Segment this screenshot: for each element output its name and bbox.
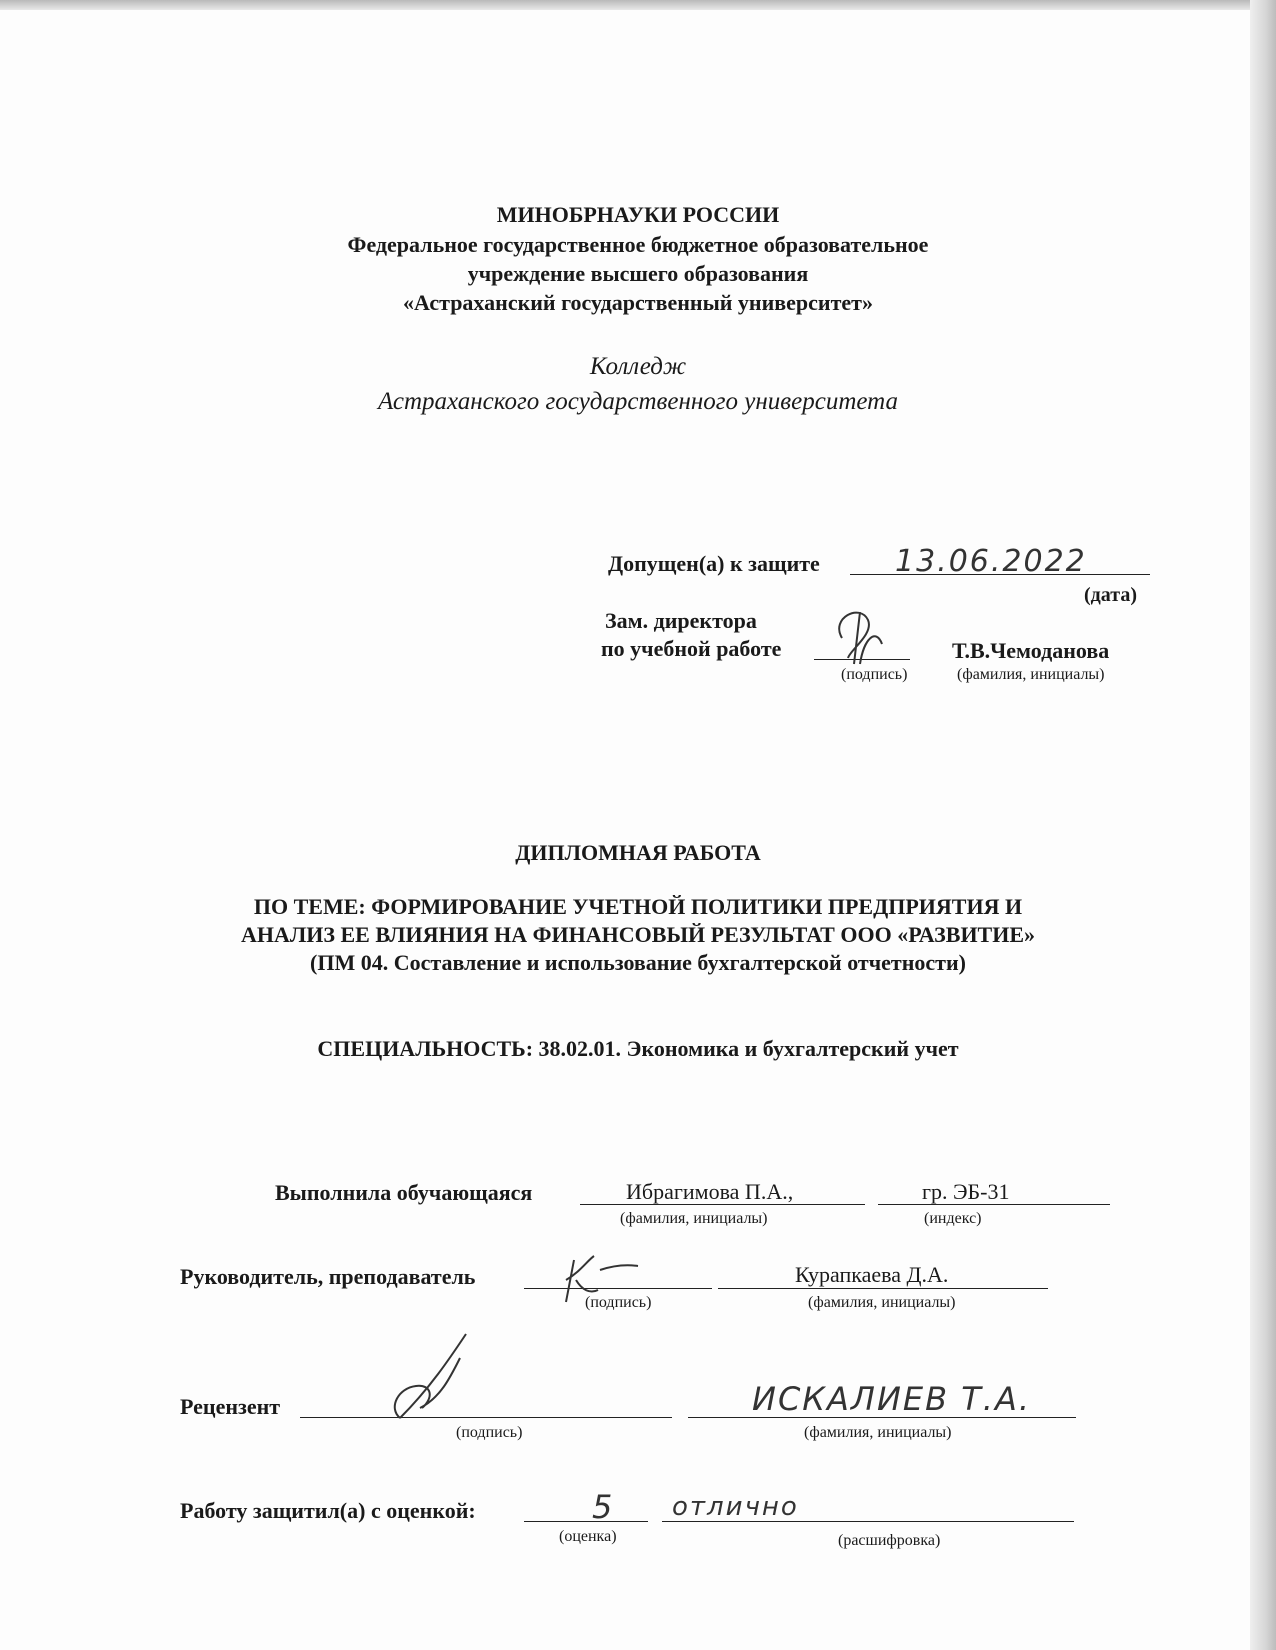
- admitted-label: Допущен(а) к защите: [608, 551, 820, 576]
- topic-line-3: (ПМ 04. Составление и использование бухгалтерской отчетности): [310, 950, 966, 975]
- supervisor-name-line: [718, 1288, 1048, 1289]
- supervisor-label: Руководитель, преподаватель: [180, 1264, 476, 1289]
- topic-line-2: АНАЛИЗ ЕЕ ВЛИЯНИЯ НА ФИНАНСОВЫЙ РЕЗУЛЬТАТ ООО «РАЗВИТИЕ»: [240, 922, 1036, 947]
- deputy-name: Т.В.Чемоданова: [952, 638, 1110, 663]
- specialty: СПЕЦИАЛЬНОСТЬ: 38.02.01. Экономика и бухгалтерский учет: [317, 1036, 959, 1061]
- grade-verbal-handwritten: отлично: [672, 1492, 799, 1522]
- reviewer-name-caption: (фамилия, инициалы): [804, 1424, 952, 1441]
- org-line-1: Федеральное государственное бюджетное образовательное: [347, 232, 929, 257]
- grade-verbal-caption: (расшифровка): [838, 1532, 941, 1549]
- topic-line-1: ПО ТЕМЕ: ФОРМИРОВАНИЕ УЧЕТНОЙ ПОЛИТИКИ ПРЕДПРИЯТИЯ И: [253, 894, 1023, 919]
- deputy-signature-caption: (подпись): [841, 666, 908, 683]
- deputy-name-caption: (фамилия, инициалы): [957, 666, 1105, 683]
- reviewer-name-handwritten: ИСКАЛИЕВ Т.А.: [752, 1380, 1032, 1418]
- reviewer-signature-image: [380, 1328, 480, 1428]
- grade-score-caption: (оценка): [559, 1528, 617, 1545]
- university-name: «Астраханский государственный университет»: [403, 290, 873, 315]
- date-caption: (дата): [1084, 584, 1137, 606]
- supervisor-name-caption: (фамилия, инициалы): [808, 1294, 956, 1311]
- grade-score-line: [524, 1521, 648, 1522]
- grade-label: Работу защитил(а) с оценкой:: [180, 1498, 476, 1523]
- deputy-title-line-2: по учебной работе: [601, 636, 782, 661]
- student-label: Выполнила обучающаяся: [275, 1180, 533, 1205]
- student-name-caption: (фамилия, инициалы): [620, 1210, 768, 1227]
- org-line-2: учреждение высшего образования: [467, 261, 809, 286]
- admitted-date-handwritten: 13.06.2022: [895, 544, 1087, 579]
- college-line-1: Колледж: [589, 353, 687, 380]
- reviewer-signature-line: [300, 1417, 672, 1418]
- reviewer-label: Рецензент: [180, 1394, 281, 1419]
- college-line-2: Астраханского государственного университета: [377, 388, 899, 415]
- student-name: Ибрагимова П.А.,: [626, 1179, 794, 1204]
- supervisor-signature-caption: (подпись): [585, 1294, 652, 1311]
- work-type: ДИПЛОМНАЯ РАБОТА: [515, 840, 761, 865]
- scan-edge-top: [0, 0, 1276, 10]
- deputy-title-line-1: Зам. директора: [605, 608, 757, 633]
- grade-score-handwritten: 5: [592, 1488, 615, 1526]
- student-group-caption: (индекс): [924, 1210, 982, 1227]
- supervisor-name: Курапкаева Д.А.: [795, 1262, 949, 1287]
- reviewer-signature-caption: (подпись): [456, 1424, 523, 1441]
- student-group: гр. ЭБ-31: [922, 1179, 1010, 1204]
- ministry-title: МИНОБРНАУКИ РОССИИ: [496, 202, 780, 227]
